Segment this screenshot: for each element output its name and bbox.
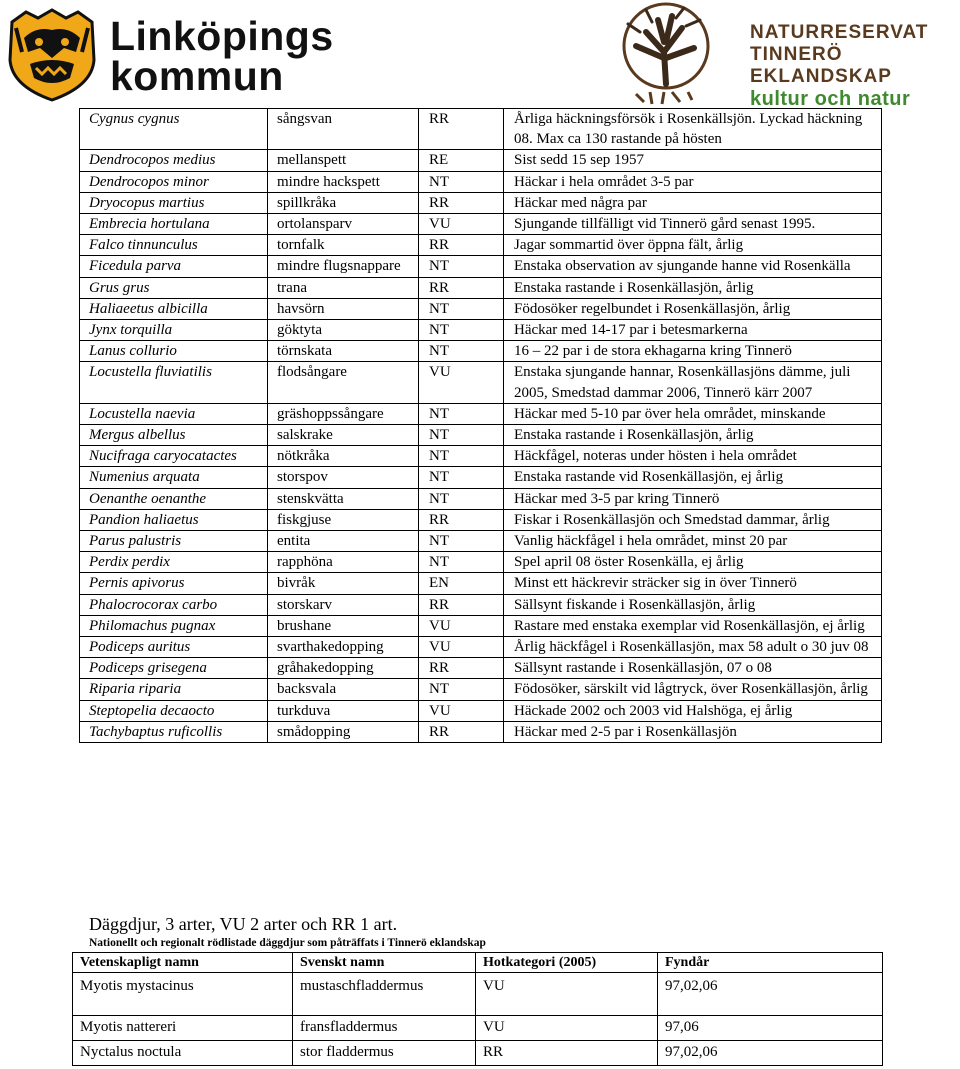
threat-category: VU xyxy=(419,214,504,235)
remark: Sjungande tillfälligt vid Tinnerö gård senast 1995. xyxy=(504,214,882,235)
swedish-name: turkduva xyxy=(268,700,419,721)
table-row xyxy=(80,109,882,150)
table-row xyxy=(80,362,882,403)
scientific-name: Podiceps grisegena xyxy=(80,658,268,679)
mammal-scientific-name: Myotis mystacinus xyxy=(73,973,293,1016)
municipality-name-line2: kommun xyxy=(110,53,284,99)
scientific-name: Dryocopus martius xyxy=(80,192,268,213)
swedish-name: spillkråka xyxy=(268,192,419,213)
swedish-name: trana xyxy=(268,277,419,298)
swedish-name: tornfalk xyxy=(268,235,419,256)
scientific-name: Perdix perdix xyxy=(80,552,268,573)
scientific-name: Nucifraga caryocatactes xyxy=(80,446,268,467)
scientific-name: Steptopelia decaocto xyxy=(80,700,268,721)
threat-category: NT xyxy=(419,425,504,446)
mammal-category: VU xyxy=(476,973,658,1016)
bird-table-container xyxy=(79,108,882,865)
swedish-name: entita xyxy=(268,531,419,552)
bird-table-body xyxy=(80,109,882,743)
table-row xyxy=(80,192,882,213)
table-row xyxy=(80,425,882,446)
column-header-category: Hotkategori (2005) xyxy=(476,953,658,973)
table-row xyxy=(80,637,882,658)
threat-category: NT xyxy=(419,679,504,700)
scientific-name: Ficedula parva xyxy=(80,256,268,277)
scientific-name: Riparia riparia xyxy=(80,679,268,700)
linkoping-logo xyxy=(2,2,332,106)
table-row xyxy=(80,573,882,594)
scientific-name: Pernis apivorus xyxy=(80,573,268,594)
reserve-tagline: kultur och natur xyxy=(750,88,911,110)
swedish-name: brushane xyxy=(268,615,419,636)
scientific-name: Oenanthe oenanthe xyxy=(80,488,268,509)
remark: Årliga häckningsförsök i Rosenkällsjön. Lyckad häckning 08. Max ca 130 rastande på hösten xyxy=(504,109,882,150)
table-row xyxy=(80,721,882,742)
table-row xyxy=(80,615,882,636)
scientific-name: Numenius arquata xyxy=(80,467,268,488)
threat-category: NT xyxy=(419,403,504,424)
table-row xyxy=(80,403,882,424)
reserve-title-line2: TINNERÖ EKLANDSKAP xyxy=(750,44,892,87)
swedish-name: mindre flugsnappare xyxy=(268,256,419,277)
bird-species-table xyxy=(79,108,882,743)
mammal-table-container xyxy=(72,952,882,1066)
mammal-swedish-name: stor fladdermus xyxy=(293,1041,476,1066)
scientific-name: Locustella naevia xyxy=(80,403,268,424)
threat-category: NT xyxy=(419,171,504,192)
scientific-name: Cygnus cygnus xyxy=(80,109,268,150)
threat-category: RR xyxy=(419,658,504,679)
scientific-name: Jynx torquilla xyxy=(80,320,268,341)
swedish-name: stenskvätta xyxy=(268,488,419,509)
remark: Minst ett häckrevir sträcker sig in över Tinnerö xyxy=(504,573,882,594)
scientific-name: Pandion haliaetus xyxy=(80,509,268,530)
table-row xyxy=(80,341,882,362)
mammal-swedish-name: fransfladdermus xyxy=(293,1016,476,1041)
swedish-name: gräshoppssångare xyxy=(268,403,419,424)
threat-category: NT xyxy=(419,552,504,573)
table-row xyxy=(73,1016,883,1041)
threat-category: NT xyxy=(419,256,504,277)
threat-category: NT xyxy=(419,320,504,341)
remark: 16 – 22 par i de stora ekhagarna kring Tinnerö xyxy=(504,341,882,362)
column-header-years: Fyndår xyxy=(658,953,883,973)
threat-category: NT xyxy=(419,531,504,552)
swedish-name: mellanspett xyxy=(268,150,419,171)
swedish-name: nötkråka xyxy=(268,446,419,467)
remark: Häckar med 3-5 par kring Tinnerö xyxy=(504,488,882,509)
swedish-name: sångsvan xyxy=(268,109,419,150)
threat-category: NT xyxy=(419,298,504,319)
municipality-name-line1: Linköpings xyxy=(110,13,334,59)
remark: Födosöker, särskilt vid lågtryck, över Rosenkällasjön, årlig xyxy=(504,679,882,700)
remark: Häckar i hela området 3-5 par xyxy=(504,171,882,192)
swedish-name: gråhakedopping xyxy=(268,658,419,679)
mammal-table xyxy=(72,952,883,1066)
table-row xyxy=(80,594,882,615)
remark: Fiskar i Rosenkällasjön och Smedstad dammar, årlig xyxy=(504,509,882,530)
mammal-years: 97,06 xyxy=(658,1016,883,1041)
table-row xyxy=(73,973,883,1016)
remark: Häckar med några par xyxy=(504,192,882,213)
swedish-name: backsvala xyxy=(268,679,419,700)
column-header-swedish: Svenskt namn xyxy=(293,953,476,973)
threat-category: NT xyxy=(419,488,504,509)
table-row xyxy=(80,700,882,721)
table-row xyxy=(80,467,882,488)
threat-category: NT xyxy=(419,446,504,467)
table-row xyxy=(80,214,882,235)
remark: Häckar med 5-10 par över hela området, minskande xyxy=(504,403,882,424)
table-row xyxy=(80,446,882,467)
remark: Sällsynt rastande i Rosenkällasjön, 07 o 08 xyxy=(504,658,882,679)
reserve-title-line1: NATURRESERVAT xyxy=(750,22,929,43)
mammal-swedish-name: mustaschfladdermus xyxy=(293,973,476,1016)
swedish-name: storspov xyxy=(268,467,419,488)
remark: Häckar med 2-5 par i Rosenkällasjön xyxy=(504,721,882,742)
scientific-name: Tachybaptus ruficollis xyxy=(80,721,268,742)
swedish-name: smådopping xyxy=(268,721,419,742)
remark: Enstaka observation av sjungande hanne vid Rosenkälla xyxy=(504,256,882,277)
naturreservat-logo xyxy=(600,2,958,110)
swedish-name: göktyta xyxy=(268,320,419,341)
swedish-name: törnskata xyxy=(268,341,419,362)
remark: Årlig häckfågel i Rosenkällasjön, max 58 adult o 30 juv 08 xyxy=(504,637,882,658)
swedish-name: svarthakedopping xyxy=(268,637,419,658)
scientific-name: Dendrocopos minor xyxy=(80,171,268,192)
table-row xyxy=(80,658,882,679)
table-row xyxy=(80,150,882,171)
table-row xyxy=(80,531,882,552)
swedish-name: flodsångare xyxy=(268,362,419,403)
threat-category: NT xyxy=(419,467,504,488)
remark: Sist sedd 15 sep 1957 xyxy=(504,150,882,171)
scientific-name: Locustella fluviatilis xyxy=(80,362,268,403)
scientific-name: Mergus albellus xyxy=(80,425,268,446)
threat-category: VU xyxy=(419,700,504,721)
mammal-category: VU xyxy=(476,1016,658,1041)
lion-crest-icon xyxy=(6,8,98,102)
remark: Spel april 08 öster Rosenkälla, ej årlig xyxy=(504,552,882,573)
remark: Vanlig häckfågel i hela området, minst 20 par xyxy=(504,531,882,552)
scientific-name: Haliaeetus albicilla xyxy=(80,298,268,319)
threat-category: RE xyxy=(419,150,504,171)
table-row xyxy=(80,256,882,277)
threat-category: RR xyxy=(419,235,504,256)
scientific-name: Falco tinnunculus xyxy=(80,235,268,256)
swedish-name: havsörn xyxy=(268,298,419,319)
table-row xyxy=(80,488,882,509)
mammal-subheading: Nationellt och regionalt rödlistade däggdjur som påträffats i Tinnerö eklandskap xyxy=(89,937,486,949)
remark: Enstaka rastande vid Rosenkällasjön, ej årlig xyxy=(504,467,882,488)
swedish-name: ortolansparv xyxy=(268,214,419,235)
remark: Häckade 2002 och 2003 vid Halshöga, ej årlig xyxy=(504,700,882,721)
remark: Sällsynt fiskande i Rosenkällasjön, årlig xyxy=(504,594,882,615)
swedish-name: salskrake xyxy=(268,425,419,446)
table-row xyxy=(80,171,882,192)
scientific-name: Dendrocopos medius xyxy=(80,150,268,171)
scientific-name: Podiceps auritus xyxy=(80,637,268,658)
table-row xyxy=(80,235,882,256)
threat-category: RR xyxy=(419,721,504,742)
remark: Födosöker regelbundet i Rosenkällasjön, årlig xyxy=(504,298,882,319)
swedish-name: rapphöna xyxy=(268,552,419,573)
table-row xyxy=(80,298,882,319)
mammal-category: RR xyxy=(476,1041,658,1066)
threat-category: RR xyxy=(419,509,504,530)
remark: Häckfågel, noteras under hösten i hela området xyxy=(504,446,882,467)
remark: Enstaka sjungande hannar, Rosenkällasjöns dämme, juli 2005, Smedstad dammar 2006, Tinnerö kärr 2007 xyxy=(504,362,882,403)
threat-category: RR xyxy=(419,594,504,615)
table-row xyxy=(73,1041,883,1066)
table-row xyxy=(80,509,882,530)
table-row xyxy=(80,679,882,700)
threat-category: RR xyxy=(419,277,504,298)
oak-tree-icon xyxy=(606,2,726,106)
threat-category: VU xyxy=(419,637,504,658)
scientific-name: Lanus collurio xyxy=(80,341,268,362)
scientific-name: Embrecia hortulana xyxy=(80,214,268,235)
threat-category: NT xyxy=(419,341,504,362)
mammal-years: 97,02,06 xyxy=(658,973,883,1016)
mammal-scientific-name: Myotis nattereri xyxy=(73,1016,293,1041)
column-header-scientific: Vetenskapligt namn xyxy=(73,953,293,973)
mammal-header-row xyxy=(73,953,883,973)
threat-category: EN xyxy=(419,573,504,594)
remark: Enstaka rastande i Rosenkällasjön, årlig xyxy=(504,425,882,446)
scientific-name: Philomachus pugnax xyxy=(80,615,268,636)
mammal-years: 97,02,06 xyxy=(658,1041,883,1066)
table-row xyxy=(80,277,882,298)
remark: Jagar sommartid över öppna fält, årlig xyxy=(504,235,882,256)
swedish-name: mindre hackspett xyxy=(268,171,419,192)
table-row xyxy=(80,552,882,573)
threat-category: VU xyxy=(419,362,504,403)
mammal-heading: Däggdjur, 3 arter, VU 2 arter och RR 1 art. xyxy=(89,914,398,934)
remark: Enstaka rastande i Rosenkällasjön, årlig xyxy=(504,277,882,298)
remark: Häckar med 14-17 par i betesmarkerna xyxy=(504,320,882,341)
mammal-scientific-name: Nyctalus noctula xyxy=(73,1041,293,1066)
threat-category: RR xyxy=(419,109,504,150)
threat-category: VU xyxy=(419,615,504,636)
threat-category: RR xyxy=(419,192,504,213)
swedish-name: storskarv xyxy=(268,594,419,615)
scientific-name: Parus palustris xyxy=(80,531,268,552)
table-row xyxy=(80,320,882,341)
swedish-name: fiskgjuse xyxy=(268,509,419,530)
scientific-name: Phalocrocorax carbo xyxy=(80,594,268,615)
scientific-name: Grus grus xyxy=(80,277,268,298)
remark: Rastare med enstaka exemplar vid Rosenkällasjön, ej årlig xyxy=(504,615,882,636)
swedish-name: bivråk xyxy=(268,573,419,594)
